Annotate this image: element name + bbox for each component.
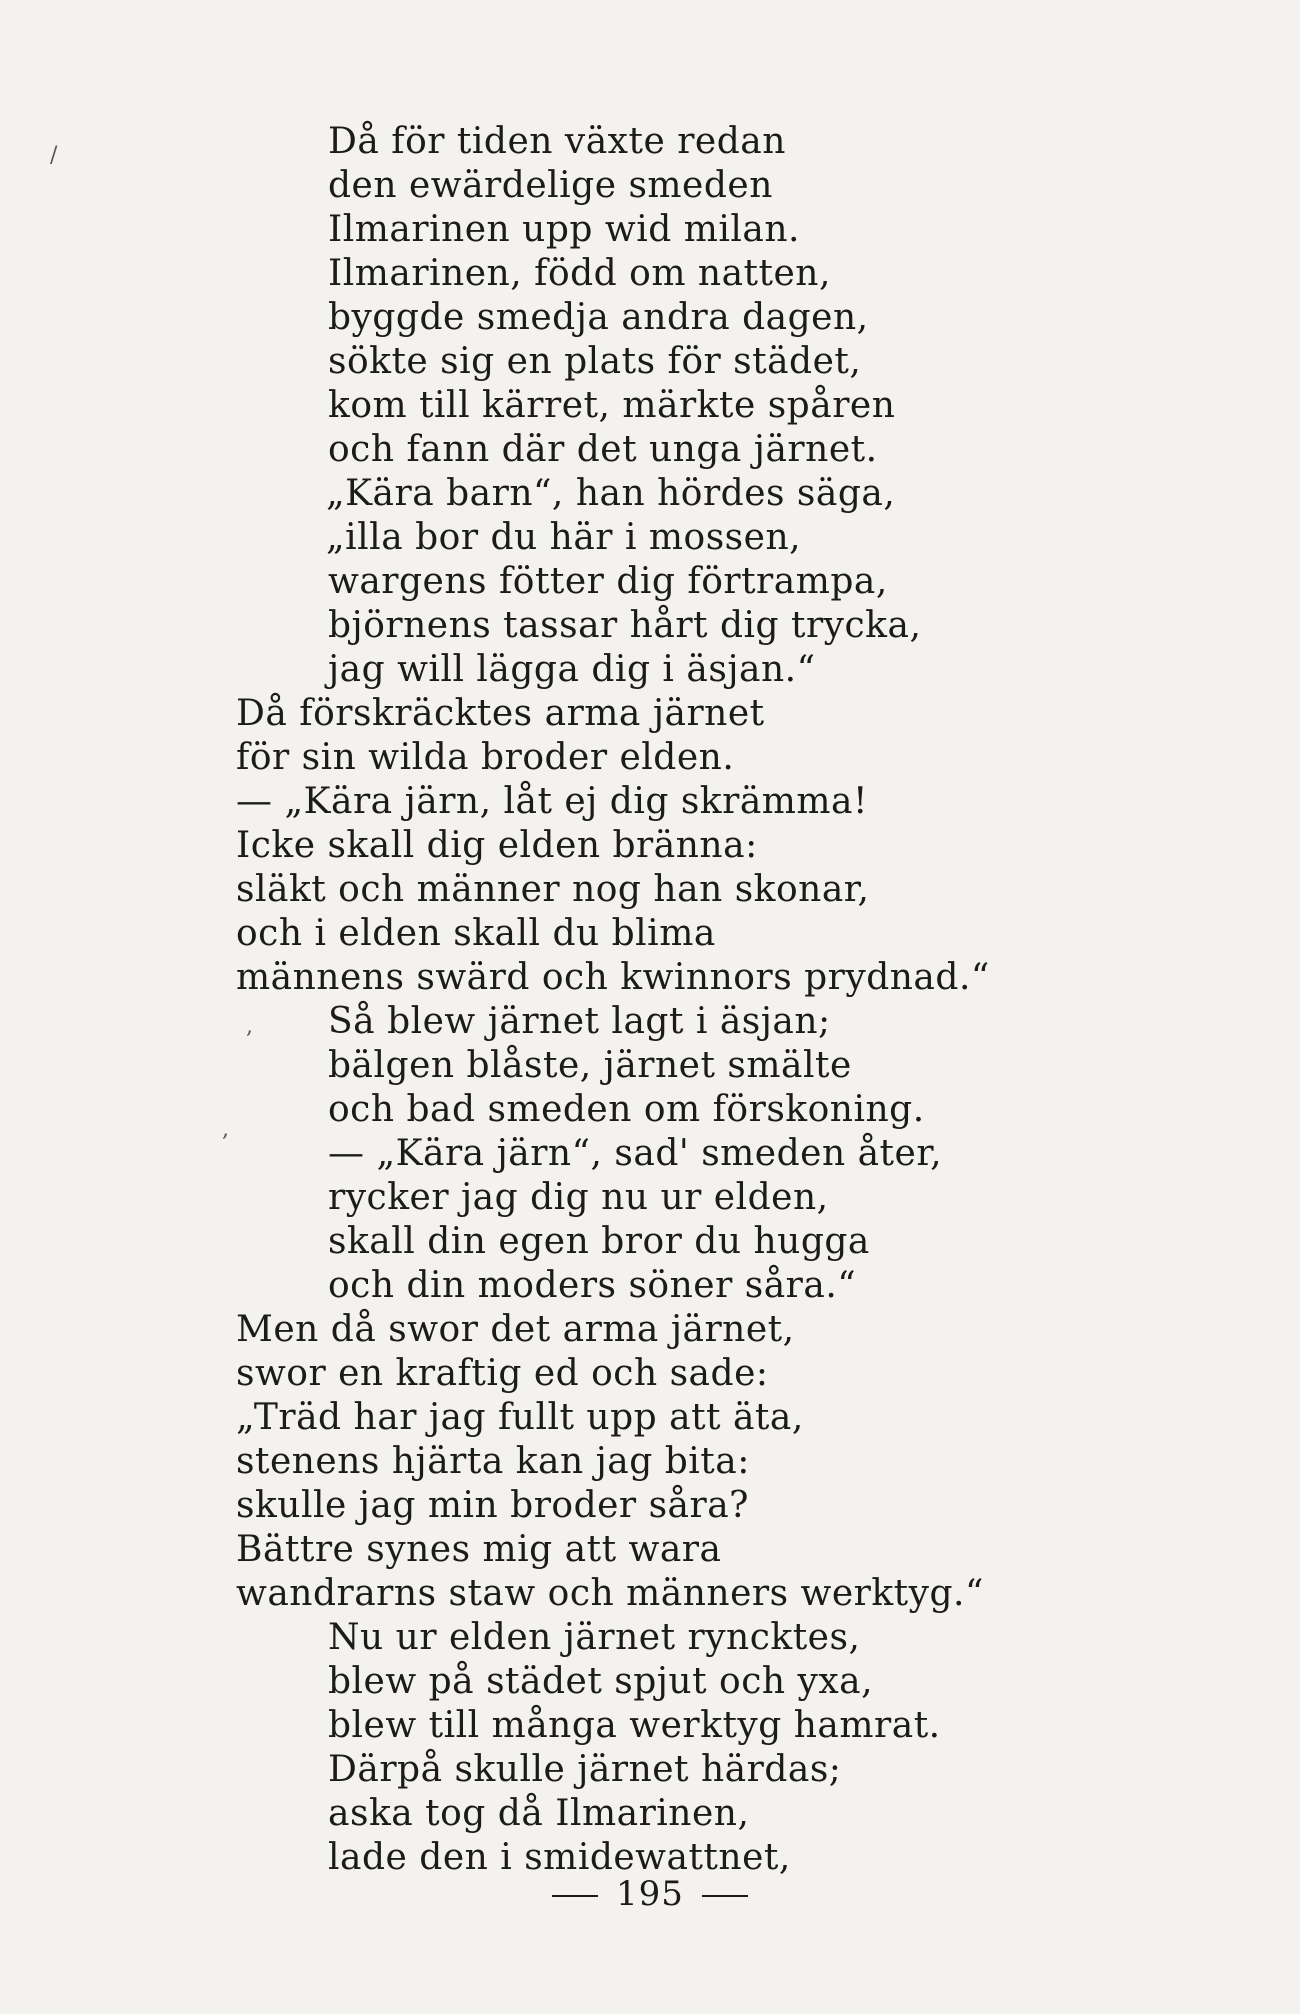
page-number-value: 195: [616, 1874, 684, 1914]
page-number: [0, 1874, 1300, 1914]
poem-line: och fann där det unga järnet.: [328, 429, 878, 470]
poem-line: Nu ur elden järnet ryncktes,: [328, 1617, 861, 1658]
poem-line: „Kära barn“, han hördes säga,: [326, 473, 896, 514]
poem-line: „illa bor du här i mossen,: [326, 517, 802, 558]
margin-mark: ,: [246, 1014, 253, 1039]
poem-line: aska tog då Ilmarinen,: [328, 1793, 750, 1834]
poem-line: björnens tassar hårt dig trycka,: [328, 605, 922, 646]
poem-line: männens swärd och kwinnors prydnad.“: [236, 957, 990, 998]
poem-line: Icke skall dig elden bränna:: [236, 825, 758, 866]
poem-line: Därpå skulle järnet härdas;: [328, 1749, 842, 1790]
poem-line: wargens fötter dig förtrampa,: [328, 561, 888, 602]
poem-line: Ilmarinen upp wid milan.: [328, 209, 800, 250]
dash-left: [552, 1895, 598, 1897]
poem-line: Men då swor det arma järnet,: [236, 1309, 795, 1350]
poem-line: sökte sig en plats för städet,: [328, 341, 862, 382]
poem-line: den ewärdelige smeden: [328, 165, 773, 206]
poem-line: för sin wilda broder elden.: [236, 737, 735, 778]
poem-line: blew på städet spjut och yxa,: [328, 1661, 874, 1702]
poem-line: lade den i smidewattnet,: [328, 1837, 791, 1878]
poem-line: skall din egen bror du hugga: [328, 1221, 870, 1262]
dash-right: [702, 1895, 748, 1897]
poem-line: Ilmarinen, född om natten,: [328, 253, 831, 294]
poem-line: „Träd har jag fullt upp att äta,: [236, 1397, 804, 1438]
poem-line: och i elden skall du blima: [236, 913, 716, 954]
poem-line: släkt och männer nog han skonar,: [236, 869, 870, 910]
poem-line: och din moders söner såra.“: [328, 1265, 857, 1306]
poem-line: byggde smedja andra dagen,: [328, 297, 869, 338]
poem-line: Bättre synes mig att wara: [236, 1529, 722, 1570]
poem-line: — „Kära järn“, sad' smeden åter,: [328, 1133, 943, 1174]
poem-line: Så blew järnet lagt i äsjan;: [328, 1001, 831, 1042]
margin-mark: /: [50, 143, 58, 168]
poem-line: skulle jag min broder såra?: [236, 1485, 749, 1526]
poem-line: bälgen blåste, järnet smälte: [328, 1045, 852, 1086]
poem-line: stenens hjärta kan jag bita:: [236, 1441, 750, 1482]
poem-line: swor en kraftig ed och sade:: [236, 1353, 769, 1394]
poem-line: kom till kärret, märkte spåren: [328, 385, 896, 426]
poem-line: och bad smeden om förskoning.: [328, 1089, 925, 1130]
poem-line: — „Kära järn, låt ej dig skrämma!: [236, 781, 868, 822]
poem-line: Då för tiden växte redan: [328, 121, 786, 162]
margin-mark: ,: [222, 1117, 229, 1142]
poem-line: Då förskräcktes arma järnet: [236, 693, 765, 734]
poem-line: wandrarns staw och männers werktyg.“: [236, 1573, 984, 1614]
poem-line: rycker jag dig nu ur elden,: [328, 1177, 829, 1218]
poem-line: blew till många werktyg hamrat.: [328, 1705, 941, 1746]
poem-line: jag will lägga dig i äsjan.“: [328, 649, 816, 690]
